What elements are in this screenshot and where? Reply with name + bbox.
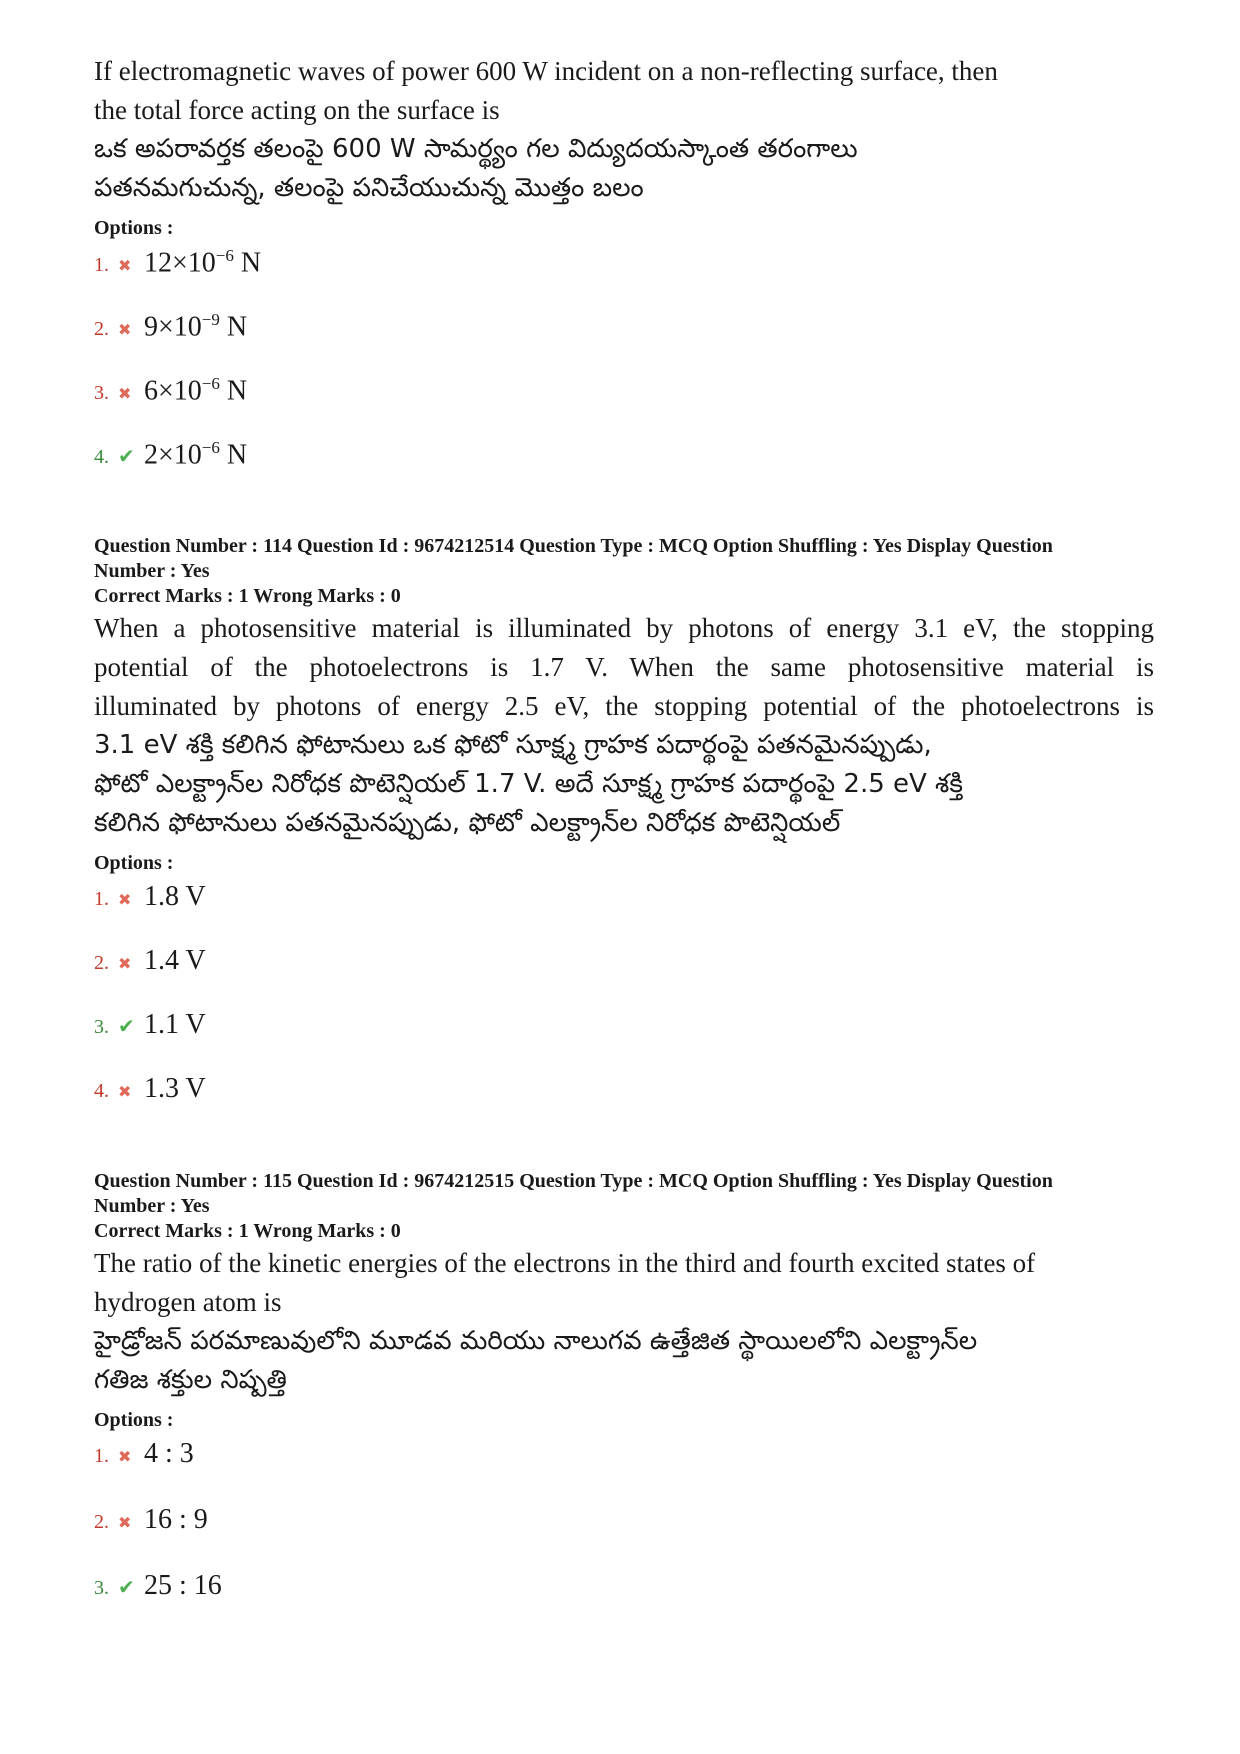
options-list [94,246,1154,478]
options-label: Options : [94,217,174,239]
option-2 [94,310,1154,350]
correct-mark-icon: ✔ [118,1014,135,1038]
option-1 [94,246,1154,286]
wrong-mark-icon: ✖ [118,1082,132,1101]
stem-telugu-line: ఫోటో ఎలక్ట్రాన్‌ల నిరోధక పొటెన్షియల్ 1.7 V. అదే సూక్ష్మ గ్రాహక పదార్థంపై 2.5 eV శక్తి [94,769,963,799]
options-label: Options : [94,1409,174,1431]
stem-english-line: hydrogen atom is [94,1287,282,1317]
options-label: Options : [94,852,174,874]
option-text: $6\times 10^{-6}$ N [144,374,248,407]
options-list [94,1438,1154,1610]
option-text: 1.4 V [144,945,206,976]
option-4 [94,438,1154,478]
option-number: 1. [94,254,109,277]
option-3 [94,1009,1154,1049]
stem-telugu-line: 3.1 eV శక్తి కలిగిన ఫోటానులు ఒక ఫోటో సూక్ష్మ గ్రాహక పదార్థంపై పతనమైనప్పుడు, [94,730,932,760]
question-meta-line: Question Number : 114 Question Id : 9674212514 Question Type : MCQ Option Shuffling : Yes Display Question [94,535,1053,557]
stem-telugu-line: పతనమగుచున్న, తలంపై పనిచేయుచున్న మొత్తం బలం [94,173,644,203]
option-number: 4. [94,446,109,469]
wrong-mark-icon: ✖ [118,320,132,340]
stem-english-line: If electromagnetic waves of power 600 W incident on a non-reflecting surface, then [94,56,998,86]
stem-english-line: The ratio of the kinetic energies of the electrons in the third and fourth excited states of [94,1248,1036,1278]
option-2 [94,945,1154,985]
stem-telugu-line: కలిగిన ఫోటానులు పతనమైనప్పుడు, ఫోటో ఎలక్ట్రాన్‌ల నిరోధక పొటెన్షియల్ [94,808,841,838]
option-number: 3. [94,1016,109,1038]
option-number: 3. [94,382,109,405]
correct-mark-icon: ✔ [118,444,135,469]
option-number: 2. [94,318,109,341]
stem-telugu-line: గతిజ శక్తుల నిష్పత్తి [94,1365,287,1395]
option-4 [94,1073,1154,1113]
question-stem [94,1244,1154,1400]
question-meta-line: Question Number : 115 Question Id : 9674212515 Question Type : MCQ Option Shuffling : Yes Display Question [94,1170,1053,1192]
question-meta-line: Number : Yes [94,560,210,582]
option-text: 1.8 V [144,881,206,912]
option-text: 4 : 3 [144,1438,194,1469]
option-text: $2\times 10^{-6}$ N [144,438,248,471]
wrong-mark-icon: ✖ [118,890,132,909]
option-text: $12\times 10^{-6}$ N [144,246,262,279]
option-text: 25 : 16 [144,1570,222,1601]
option-text: 1.3 V [144,1073,206,1104]
option-1 [94,1438,1154,1478]
question-paper-page [94,52,1154,1610]
option-3 [94,374,1154,414]
option-number: 4. [94,1080,109,1102]
wrong-mark-icon: ✖ [118,1513,132,1532]
option-3 [94,1570,1154,1610]
question-stem [94,609,1154,843]
option-number: 1. [94,1445,109,1467]
options-list [94,881,1154,1113]
stem-telugu-line: ఒక అపరావర్తక తలంపై 600 W సామర్థ్యం గల విద్యుదయస్కాంత తరంగాలు [94,134,858,164]
stem-english-line: potential of the photoelectrons is 1.7 V. When the same photosensitive material is [94,652,1154,682]
question-marks: Correct Marks : 1 Wrong Marks : 0 [94,1220,401,1242]
question-meta [94,1169,1154,1244]
option-1 [94,881,1154,921]
option-text: $9\times 10^{-9}$ N [144,310,248,343]
question-meta [94,534,1154,609]
question-marks: Correct Marks : 1 Wrong Marks : 0 [94,585,401,607]
wrong-mark-icon: ✖ [118,1447,132,1466]
option-text: 16 : 9 [144,1504,208,1535]
wrong-mark-icon: ✖ [118,384,132,404]
wrong-mark-icon: ✖ [118,256,132,276]
option-text: 1.1 V [144,1009,206,1040]
question-meta-line: Number : Yes [94,1195,210,1217]
stem-english-line: the total force acting on the surface is [94,95,500,125]
option-number: 2. [94,1511,109,1533]
option-number: 1. [94,888,109,910]
question-115 [94,1169,1154,1610]
wrong-mark-icon: ✖ [118,954,132,973]
correct-mark-icon: ✔ [118,1575,135,1599]
option-number: 2. [94,952,109,974]
option-number: 3. [94,1577,109,1599]
stem-telugu-line: హైడ్రోజన్ పరమాణువులోని మూడవ మరియు నాలుగవ ఉత్తేజిత స్థాయిలలోని ఎలక్ట్రాన్‌ల [94,1326,978,1356]
stem-english-line: When a photosensitive material is illuminated by photons of energy 3.1 eV, the stopping [94,613,1154,643]
option-2 [94,1504,1154,1544]
question-114 [94,534,1154,1113]
stem-english-line: illuminated by photons of energy 2.5 eV, the stopping potential of the photoelectrons is [94,691,1154,721]
question-113 [94,52,1154,478]
question-stem [94,52,1154,208]
